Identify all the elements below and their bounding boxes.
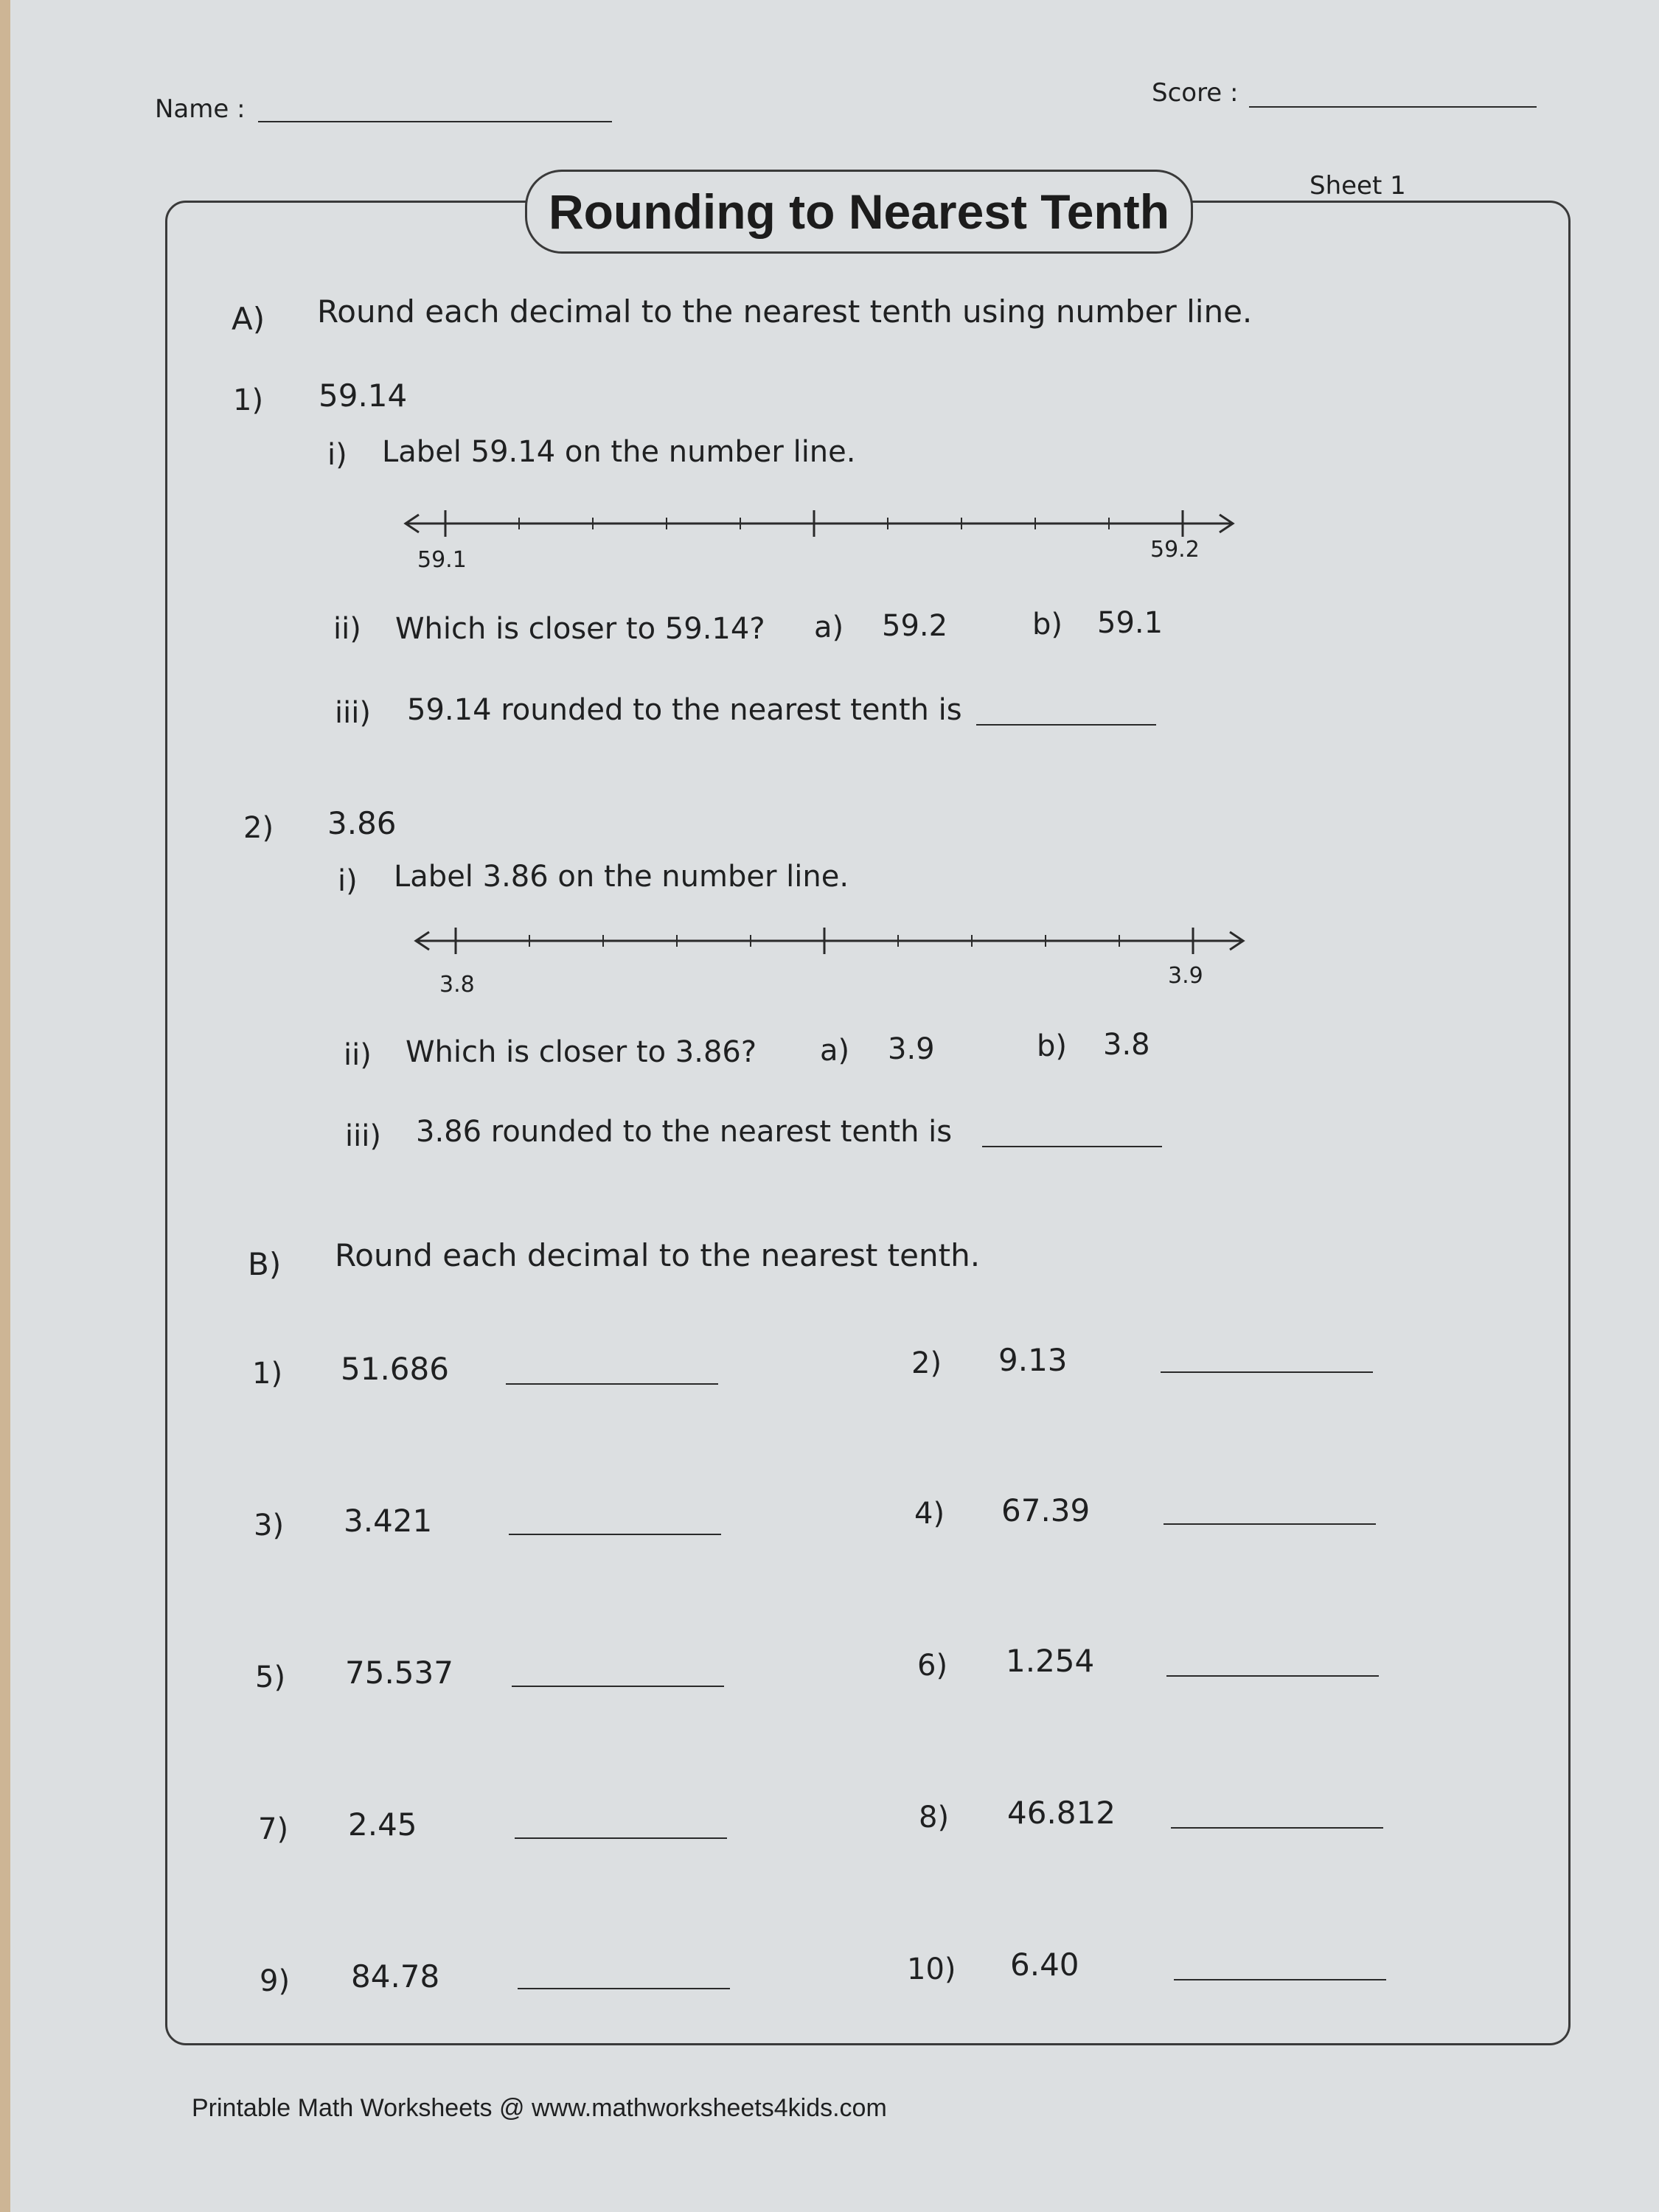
problem-b4-value: 67.39 [1001,1492,1091,1528]
problem-b9-value: 84.78 [351,1958,440,1994]
worksheet-title: Rounding to Nearest Tenth [525,170,1193,254]
problem-b2-answer-blank[interactable] [1161,1371,1373,1373]
problem-b10-answer-blank[interactable] [1174,1979,1386,1980]
problem-b7-value: 2.45 [348,1806,417,1843]
problem-b10-number: 10) [907,1952,956,1986]
problem-a2-answer-blank[interactable] [982,1146,1162,1147]
problem-a1-part-iii-text: 59.14 rounded to the nearest tenth is [407,693,962,727]
problem-a2-part-iii-number: iii) [345,1119,381,1153]
problem-a1-answer-blank[interactable] [976,724,1156,726]
problem-b1-answer-blank[interactable] [506,1383,718,1385]
problem-b9-answer-blank[interactable] [518,1988,730,1989]
problem-b5-value: 75.537 [345,1655,453,1691]
problem-a1-option-a-label[interactable]: a) [814,611,844,644]
footer-credit: Printable Math Worksheets @ www.mathworksheets4kids.com [192,2094,887,2122]
section-b-instruction: Round each decimal to the nearest tenth. [335,1237,981,1273]
problem-b8-number: 8) [919,1801,950,1834]
problem-a1-value: 59.14 [319,378,408,414]
problem-b1-value: 51.686 [341,1351,449,1387]
problem-b8-answer-blank[interactable] [1171,1827,1383,1829]
number-line-a1-end-label: 59.2 [1150,537,1200,563]
worksheet-page [10,0,1659,2212]
score-blank[interactable] [1249,106,1537,108]
problem-b2-value: 9.13 [998,1342,1068,1378]
number-line-a2[interactable] [411,919,1252,963]
problem-b9-number: 9) [260,1964,291,1998]
problem-a2-option-a-label[interactable]: a) [820,1034,850,1068]
section-a-instruction: Round each decimal to the nearest tenth using number line. [317,293,1253,330]
problem-a1-part-iii-number: iii) [335,696,371,730]
number-line-a2-end-label: 3.9 [1168,963,1203,989]
problem-b8-value: 46.812 [1007,1795,1116,1831]
problem-a1-part-ii-number: ii) [333,612,361,646]
problem-b6-answer-blank[interactable] [1166,1675,1379,1677]
problem-b3-answer-blank[interactable] [509,1534,721,1535]
problem-a2-part-i-text: Label 3.86 on the number line. [394,860,849,894]
problem-a2-value: 3.86 [327,805,397,841]
problem-b7-number: 7) [258,1812,289,1846]
problem-a1-option-a-value[interactable]: 59.2 [882,609,948,643]
problem-b3-number: 3) [254,1509,285,1543]
sheet-label: Sheet 1 [1310,171,1406,201]
problem-b5-number: 5) [255,1660,286,1694]
section-b-letter: B) [248,1246,282,1282]
problem-a1-option-b-value[interactable]: 59.1 [1097,606,1164,640]
problem-a1-part-i-text: Label 59.14 on the number line. [382,435,856,469]
problem-a2-option-b-value[interactable]: 3.8 [1103,1028,1150,1062]
problem-b5-answer-blank[interactable] [512,1686,724,1687]
problem-b1-number: 1) [252,1357,283,1391]
problem-a2-part-i-number: i) [338,864,358,898]
score-label: Score : [1152,78,1239,108]
problem-a2-number: 2) [243,811,274,845]
name-blank[interactable] [258,121,612,122]
name-label: Name : [155,94,246,124]
problem-a2-part-iii-text: 3.86 rounded to the nearest tenth is [416,1115,953,1149]
problem-a1-part-i-number: i) [327,438,347,472]
problem-b4-number: 4) [914,1497,945,1531]
problem-b10-value: 6.40 [1010,1947,1079,1983]
problem-a1-part-ii-text: Which is closer to 59.14? [395,612,765,646]
problem-b3-value: 3.421 [344,1503,433,1539]
problem-a2-option-a-value[interactable]: 3.9 [888,1032,935,1066]
problem-b7-answer-blank[interactable] [515,1837,727,1839]
problem-b6-number: 6) [917,1649,948,1683]
problem-b4-answer-blank[interactable] [1164,1523,1376,1525]
problem-a1-option-b-label[interactable]: b) [1032,608,1062,641]
problem-b2-number: 2) [911,1346,942,1380]
problem-a2-part-ii-text: Which is closer to 3.86? [406,1035,757,1069]
number-line-a1[interactable] [401,501,1242,546]
problem-a1-number: 1) [233,383,264,417]
number-line-a2-start-label: 3.8 [439,972,475,998]
problem-b6-value: 1.254 [1006,1643,1095,1679]
number-line-a1-start-label: 59.1 [417,547,467,573]
problem-a2-option-b-label[interactable]: b) [1037,1029,1067,1063]
section-a-letter: A) [232,301,265,337]
problem-a2-part-ii-number: ii) [344,1038,372,1072]
